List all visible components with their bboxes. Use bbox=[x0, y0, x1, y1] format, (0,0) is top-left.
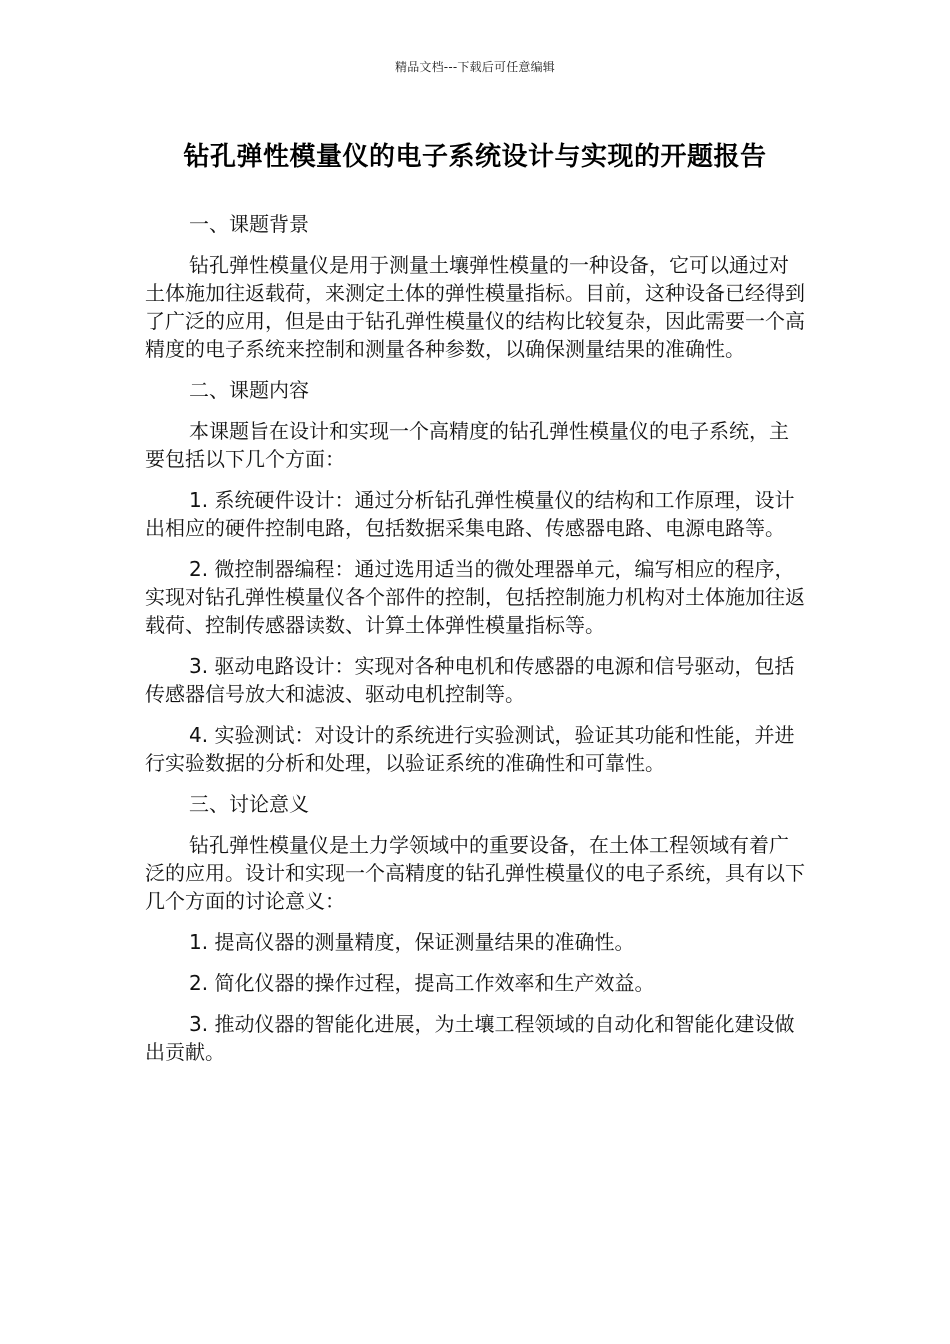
section-heading-background: 一、课题背景 bbox=[189, 212, 309, 236]
paragraph-background: 钻孔弹性模量仪是用于测量土壤弹性模量的一种设备，它可以通过对土体施加往返载荷，来测定土体的弹性模量指标。目前，这种设备已经得到了广泛的应用，但是由于钻孔弹性模量仪的结构比较复杂，因此需要一个高精度的电子系统来控制和测量各种参数，以确保测量结果的准确性。 bbox=[145, 253, 805, 361]
paragraph-significance-intro: 钻孔弹性模量仪是土力学领域中的重要设备，在土体工程领域有着广泛的应用。设计和实现一个高精度的钻孔弹性模量仪的电子系统，具有以下几个方面的讨论意义： bbox=[145, 833, 805, 913]
document-title: 钻孔弹性模量仪的电子系统设计与实现的开题报告 bbox=[183, 142, 767, 172]
list-item-mcu-programming: 2. 微控制器编程：通过选用适当的微处理器单元，编写相应的程序，实现对钻孔弹性模量仪各个部件的控制，包括控制施力机构对土体施加往返载荷、控制传感器读数、计算土体弹性模量指标等。 bbox=[145, 557, 805, 637]
list-item-driver-circuit: 3. 驱动电路设计：实现对各种电机和传感器的电源和信号驱动，包括传感器信号放大和滤波、驱动电机控制等。 bbox=[145, 654, 795, 706]
list-item-experiment-testing: 4. 实验测试：对设计的系统进行实验测试，验证其功能和性能，并进行实验数据的分析和处理，以验证系统的准确性和可靠性。 bbox=[145, 723, 795, 775]
section-heading-significance: 三、讨论意义 bbox=[189, 792, 309, 816]
document-body bbox=[145, 210, 805, 1066]
list-item-hardware-design: 1. 系统硬件设计：通过分析钻孔弹性模量仪的结构和工作原理，设计出相应的硬件控制电路，包括数据采集电路、传感器电路、电源电路等。 bbox=[145, 488, 795, 540]
paragraph-content-intro: 本课题旨在设计和实现一个高精度的钻孔弹性模量仪的电子系统，主要包括以下几个方面： bbox=[145, 419, 789, 471]
section-heading-content: 二、课题内容 bbox=[189, 378, 309, 402]
list-item-significance-1: 1. 提高仪器的测量精度，保证测量结果的准确性。 bbox=[189, 930, 635, 954]
list-item-significance-2: 2. 简化仪器的操作过程，提高工作效率和生产效益。 bbox=[189, 971, 655, 995]
list-item-significance-3: 3. 推动仪器的智能化进展，为土壤工程领域的自动化和智能化建设做出贡献。 bbox=[145, 1012, 795, 1064]
page-header: 精品文档---下载后可任意编辑 bbox=[395, 60, 555, 74]
